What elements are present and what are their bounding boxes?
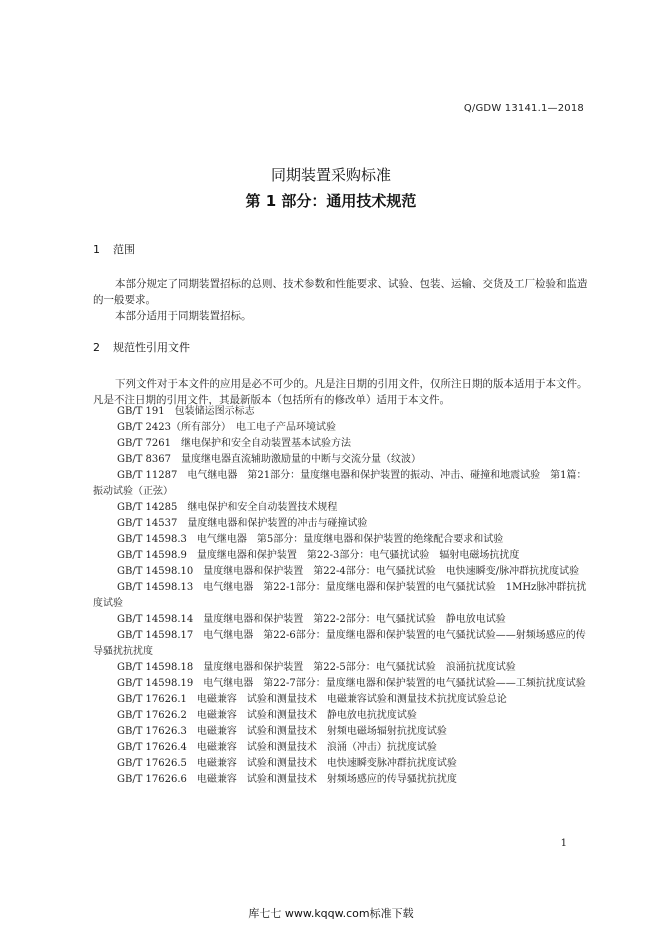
reference-item: GB/T 2423（所有部分） 电工电子产品环境试验 — [117, 422, 337, 433]
reference-item: GB/T 8367 量度继电器直流辅助激励量的中断与交流分量（纹波） — [117, 454, 422, 465]
reference-item: GB/T 14598.13 电气继电器 第22-1部分：量度继电器和保护装置的电气骚扰试验 1MHz脉冲群抗扰度试验 — [93, 582, 587, 609]
reference-item: GB/T 17626.5 电磁兼容 试验和测量技术 电快速瞬变脉冲群抗扰度试验 — [117, 758, 457, 769]
section-number: 1 — [93, 243, 100, 256]
reference-item: GB/T 14598.10 量度继电器和保护装置 第22-4部分：电气骚扰试验 电快速瞬变/脉冲群抗扰度试验 — [117, 566, 580, 577]
reference-item: GB/T 17626.6 电磁兼容 试验和测量技术 射频场感应的传导骚扰抗扰度 — [117, 774, 457, 785]
document-title: 同期装置采购标准 — [270, 166, 391, 184]
reference-list — [93, 404, 589, 788]
reference-item: GB/T 14598.17 电气继电器 第22-6部分：量度继电器和保护装置的电气骚扰试验——射频场感应的传导骚扰抗扰度 — [93, 630, 586, 657]
reference-item: GB/T 17626.2 电磁兼容 试验和测量技术 静电放电抗扰度试验 — [117, 710, 417, 721]
page-number: 1 — [560, 838, 567, 849]
reference-item: GB/T 7261 继电保护和安全自动装置基本试验方法 — [117, 438, 352, 449]
document-code: Q/GDW 13141.1—2018 — [463, 103, 584, 114]
footer-watermark[interactable]: 库七七 www.kqqw.com标准下载 — [248, 907, 414, 920]
reference-item: GB/T 17626.3 电磁兼容 试验和测量技术 射频电磁场辐射抗扰度试验 — [117, 726, 447, 737]
reference-item: GB/T 14598.3 电气继电器 第5部分：量度继电器和保护装置的绝缘配合要求和试验 — [117, 534, 504, 545]
normative-intro-paragraph: 下列文件对于本文件的应用是必不可少的。凡是注日期的引用文件，仅所注日期的版本适用于本文件。凡是不注日期的引用文件，其最新版本（包括所有的修改单）适用于本文件。 — [93, 378, 588, 406]
reference-item: GB/T 14598.19 电气继电器 第22-7部分：量度继电器和保护装置的电气骚扰试验——工频抗扰度试验 — [117, 678, 586, 689]
scope-body — [93, 276, 589, 324]
section-heading-normative — [93, 339, 190, 355]
section-title: 范围 — [113, 243, 135, 256]
scope-paragraph-2: 本部分适用于同期装置招标。 — [115, 310, 252, 322]
reference-item: GB/T 17626.1 电磁兼容 试验和测量技术 电磁兼容试验和测量技术抗扰度试验总论 — [117, 694, 507, 705]
scope-paragraph-1: 本部分规定了同期装置招标的总则、技术参数和性能要求、试验、包装、运输、交货及工厂检验和监造的一般要求。 — [93, 278, 588, 306]
section-number: 2 — [93, 341, 100, 354]
reference-item: GB/T 14285 继电保护和安全自动装置技术规程 — [117, 502, 338, 513]
section-title: 规范性引用文件 — [113, 341, 190, 354]
reference-item: GB/T 14598.14 量度继电器和保护装置 第22-2部分：电气骚扰试验 静电放电试验 — [117, 614, 506, 625]
reference-item: GB/T 14598.9 量度继电器和保护装置 第22-3部分：电气骚扰试验 辐射电磁场抗扰度 — [117, 550, 520, 561]
reference-item: GB/T 14598.18 量度继电器和保护装置 第22-5部分：电气骚扰试验 浪涌抗扰度试验 — [117, 662, 516, 673]
reference-item: GB/T 14537 量度继电器和保护装置的冲击与碰撞试验 — [117, 518, 368, 529]
reference-item: GB/T 191 包装储运图示标志 — [117, 406, 255, 417]
reference-item: GB/T 11287 电气继电器 第21部分：量度继电器和保护装置的振动、冲击、碰撞和地震试验 第1篇：振动试验（正弦） — [93, 470, 587, 497]
document-subtitle: 第 1 部分：通用技术规范 — [245, 192, 417, 210]
section-heading-scope — [93, 241, 135, 257]
reference-item: GB/T 17626.4 电磁兼容 试验和测量技术 浪涌（冲击）抗扰度试验 — [117, 742, 437, 753]
